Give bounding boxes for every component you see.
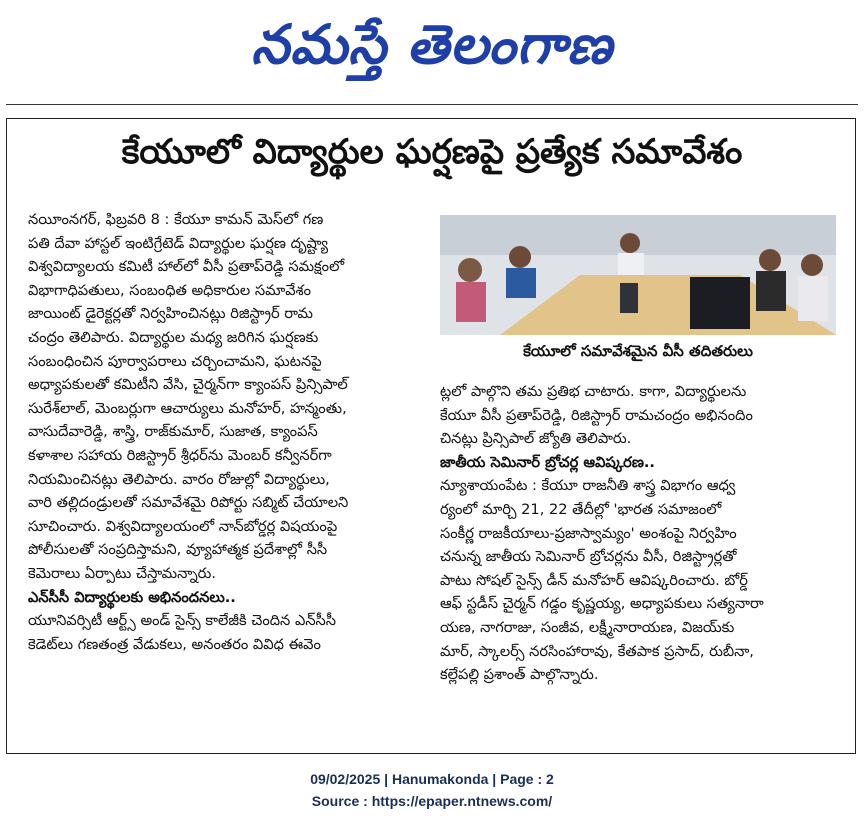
text-line: ర్యంలో మార్చి 21, 22 తేదీల్లో 'భారత సమాజంలో [440,500,722,518]
subheading: ఎన్‌సీసీ విద్యార్థులకు అభినందనలు.. [28,588,236,606]
footer-dateline: 09/02/2025 | Hanumakonda | Page : 2 [310,771,554,787]
text-line: నియమించినట్లు తెలిపారు. వారం రోజుల్లో విద్యార్థులు, [28,470,330,488]
text-line: పాటు సోషల్ సైన్స్ డీన్ మనోహర్ ఆవిష్కరించారు. బోర్డ్ [440,571,748,589]
text-line: వాసుదేవారెడ్డి, శాస్త్రి, రాజ్‌కుమార్, సుజాత, క్యాంపస్ [28,423,318,441]
photo-monitor [690,277,750,329]
text-line: కెమెరాలు ఏర్పాటు చేస్తామన్నారు. [28,564,216,582]
article-headline: కేయూలో విద్యార్థుల ఘర్షణపై ప్రత్యేక సమావేశం [121,132,743,172]
photo-person [458,258,482,282]
masthead-logo: నమస్తే తెలంగాణ [251,12,613,76]
text-line: చనున్న జాతీయ సెమినార్ బ్రోచర్లను వీసీ, రిజిస్ట్రార్లతో [440,548,737,566]
photo-person-body [798,276,828,321]
text-line: ఆఫ్ స్టడీస్ చైర్మన్ గడ్డం కృష్ణయ్య, అధ్యాపకులు సత్యనారా [440,595,764,613]
text-line: జాయింట్ డైరెక్టర్లతో నిర్వహించినట్లు రిజిస్ట్రార్ రామ [28,305,313,323]
text-line: ట్లలో పాల్గొని తమ ప్రతిభ చాటారు. కాగా, విద్యార్థులను [440,383,747,400]
text-line: యూనివర్సిటీ ఆర్ట్స్ అండ్ సైన్స్ కాలేజీకి చెందిన ఎన్‌సీసీ [28,612,337,630]
right-column [440,380,836,687]
masthead-divider [6,104,858,105]
text-line: అధ్యాపకులతో కమిటీని వేసి, చైర్మన్‌గా క్యాంపస్ ప్రిన్సిపాల్ [28,376,348,394]
text-line: కళాశాల సహాయ రిజిస్ట్రార్ శ్రీధర్‌ను మెంబర్ కన్వీనర్‌గా [28,446,332,464]
text-line: పోలీసులతో సంప్రదిస్తామని, వ్యూహాత్మక ప్రదేశాల్లో సీసీ [28,541,328,559]
photo-person-body [618,253,644,275]
photo-person-body [456,282,486,322]
text-line: విశ్వవిద్యాలయ కమిటీ హాల్‌లో వీసీ ప్రతాప్‌రెడ్డి సమక్షంలో [28,258,345,276]
photo-person-body [756,271,786,311]
text-line: పతి దేవా హాస్టల్ ఇంటిగ్రేటెడ్ విద్యార్థుల ఘర్షణ దృష్ట్యా [28,234,329,252]
text-line: కెడెట్‌లు గణతంత్ర వేడుకలు, అనంతరం వివిధ ఈవెం [28,635,321,653]
text-line: సురేశ్‌లాల్, మెంబర్లుగా ఆచార్యులు మనోహర్, హన్మంతు, [28,399,347,417]
text-line: కేయూ వీసీ ప్రతాప్‌రెడ్డి, రిజిస్ట్రార్ రామచంద్రం అభినందిం [440,406,753,424]
photo-person [801,254,823,276]
text-line: విభాగాధిపతులు, సంబంధిత అధికారుల సమావేశం [28,281,311,299]
masthead [0,0,864,102]
text-line: నయీంనగర్, ఫిబ్రవరి 8 : కేయూ కామన్ మెస్‌లో గణ [28,211,324,228]
photo-person [509,246,531,268]
text-line: మార్, స్కాలర్స్ నరసింహారావు, కేతపాక ప్రసాద్, రుబీనా, [440,642,754,660]
text-line: చంద్రం తెలిపారు. విద్యార్థుల మధ్య జరిగిన ఘర్షణకు [28,328,319,346]
photo-person-body [506,268,536,298]
text-line: సూచించారు. విశ్వవిద్యాలయంలో నాన్‌బోర్డర్ల విషయంపై [28,517,338,535]
text-line: న్యూశాయంపేట : కేయూ రాజనీతి శాస్త్ర విభాగం ఆధ్వ [440,477,736,495]
footer-source: Source : https://epaper.ntnews.com/ [311,793,553,809]
photo-person [620,233,640,253]
subheading: జాతీయ సెమినార్ బ్రోచర్ల ఆవిష్కరణ.. [440,453,655,471]
text-line: సంబంధించిన పూర్వాపరాలు చర్చించామని, ఘటనపై [28,352,322,370]
text-line: యణ, నాగరాజు, సంజీవ, లక్ష్మీనారాయణ, విజయ్‌కు [440,618,735,636]
news-photo [440,215,836,335]
text-line: కల్లేపల్లి ప్రశాంత్ పాల్గొన్నారు. [440,666,599,684]
text-line: వారి తల్లిదండ్రులతో సమావేశమై రిపోర్టు సబ్మిట్ చేయాలని [28,494,349,512]
left-column [28,208,432,656]
photo-person [759,249,781,271]
text-line: సంకీర్ణ రాజకీయాలు-ప్రజాస్వామ్యం' అంశంపై నిర్వహిం [440,524,737,542]
photo-caption: కేయూలో సమావేశమైన వీసీ తదితరులు [523,342,753,360]
footer [0,768,864,812]
text-line: చినట్లు ప్రిన్సిపాల్ జ్యోతి తెలిపారు. [440,430,632,448]
photo-camera [620,283,638,313]
